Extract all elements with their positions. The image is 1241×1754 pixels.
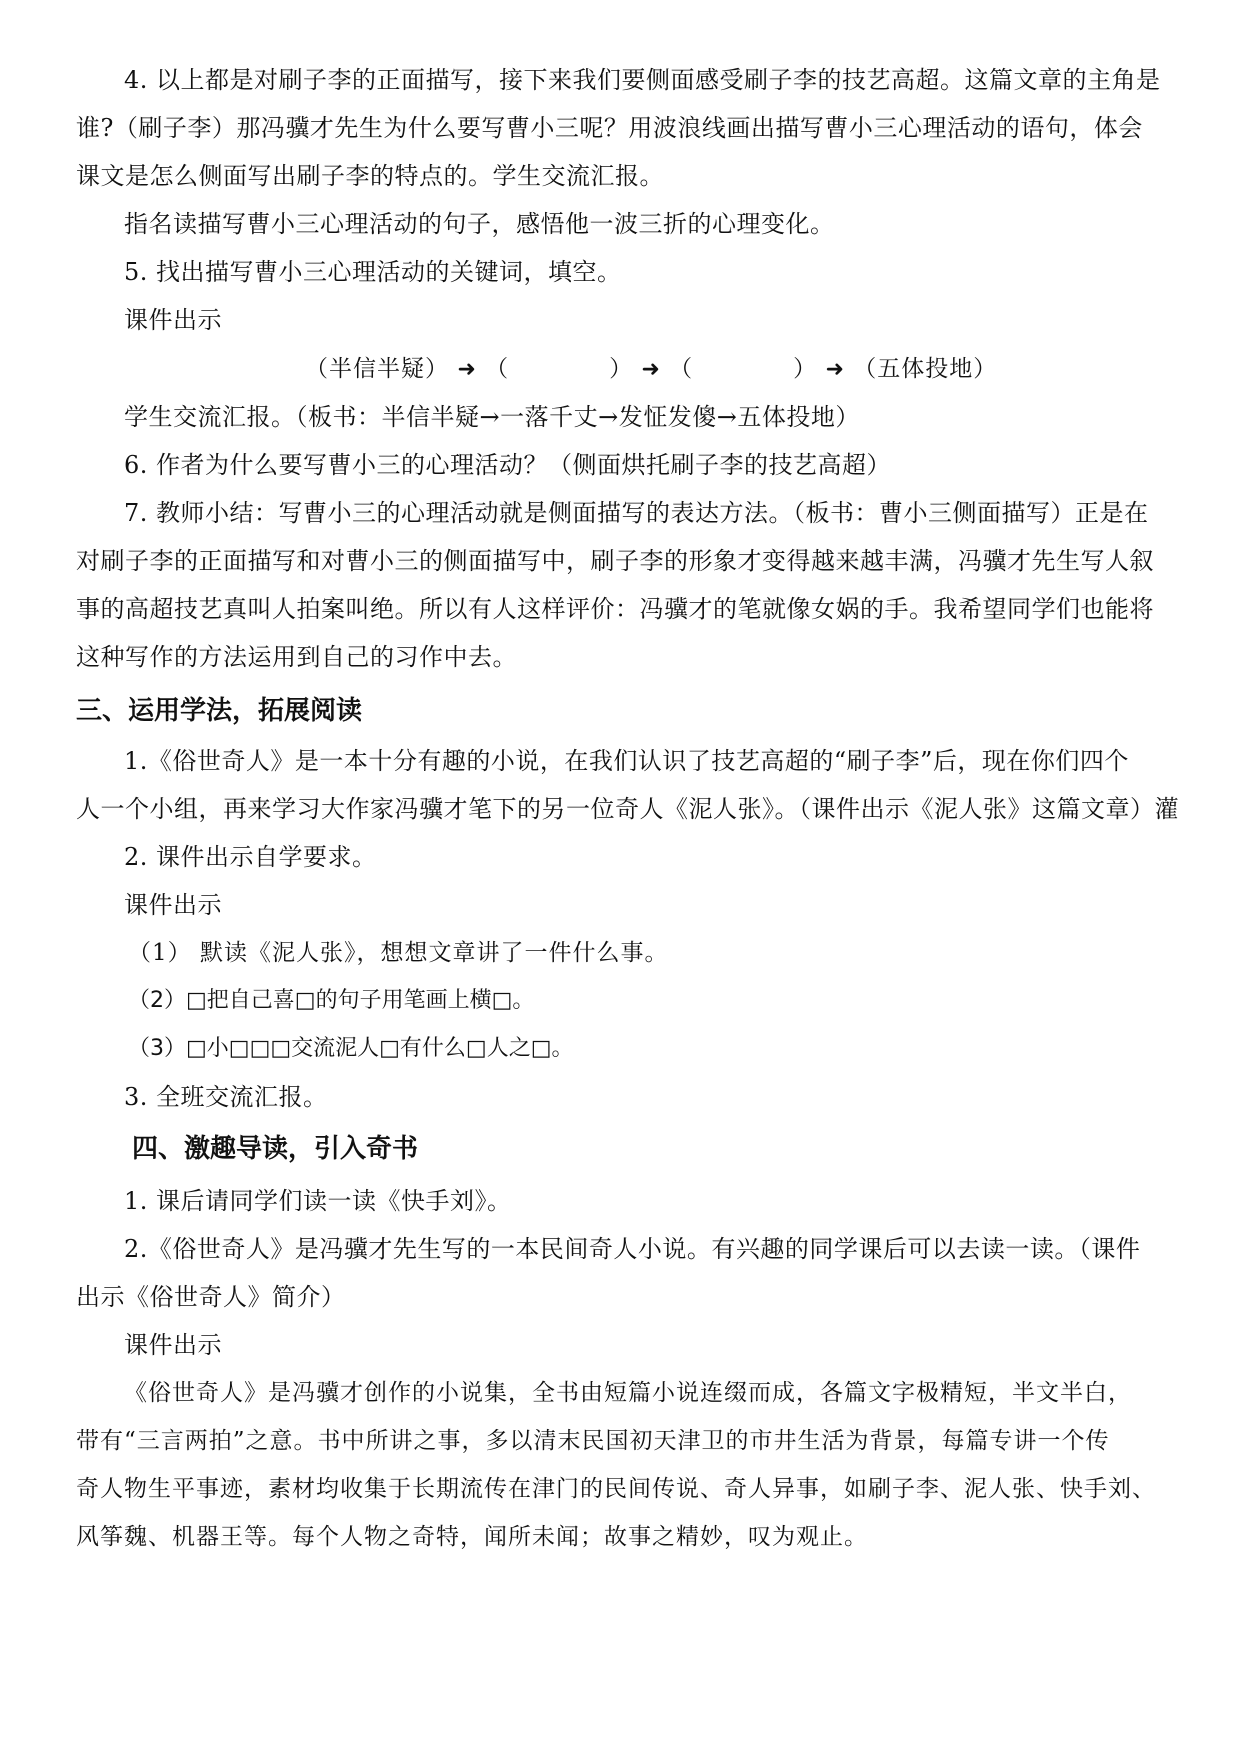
reading-1: 1. 课后请同学们读一读《快手刘》。: [124, 1187, 512, 1215]
blank-2-close: ）: [793, 356, 818, 382]
paragraph-7-line-4: 这种写作的方法运用到自己的习作中去。: [76, 643, 517, 671]
intro-line-3: 奇人物生平事迹，素材均收集于长期流传在津门的民间传说、奇人异事，如刷子李、泥人张、快手刘、: [76, 1476, 1156, 1502]
requirement-1: （1） 默读《泥人张》，想想文章讲了一件什么事。: [128, 940, 669, 966]
section-heading-3: 三、运用学法，拓展阅读: [76, 696, 363, 726]
reading-2-line-2: 出示《俗世奇人》简介）: [76, 1283, 346, 1311]
arrow-icon: ➜: [641, 357, 661, 382]
paragraph-4-line-2: 谁?（刷子李）那冯骥才先生为什么要写曹小三呢？用波浪线画出描写曹小三心理活动的语句，体会: [76, 114, 1143, 142]
reading-2-line-1: 2.《俗世奇人》是冯骥才先生写的一本民间奇人小说。有兴趣的同学课后可以去读一读。（课件: [124, 1235, 1141, 1263]
paragraph-7-line-3: 事的高超技艺真叫人拍案叫绝。所以有人这样评价：冯骥才的笔就像女娲的手。我希望同学们也能将: [76, 595, 1154, 623]
paragraph-5b: 学生交流汇报。（板书：半信半疑→一落千丈→发怔发傻→五体投地）: [124, 403, 860, 431]
paragraph-7-line-2: 对刷子李的正面描写和对曹小三的侧面描写中，刷子李的形象才变得越来越丰满，冯骥才先生写人叙: [76, 547, 1154, 575]
blank-start: （半信半疑）: [305, 356, 449, 382]
arrow-icon: ➜: [457, 357, 477, 382]
courseware-label-1: 课件出示: [124, 306, 222, 334]
arrow-icon: ➜: [825, 357, 845, 382]
paragraph-7-line-1: 7. 教师小结：写曹小三的心理活动就是侧面描写的表达方法。（板书：曹小三侧面描写）正是在: [124, 499, 1149, 527]
paragraph-6: 6. 作者为什么要写曹小三的心理活动？（侧面烘托刷子李的技艺高超）: [124, 451, 892, 479]
question-3: 3. 全班交流汇报。: [124, 1083, 328, 1111]
blank-2-open: （: [669, 356, 694, 382]
requirement-2: （2）□把自己喜□的句子用笔画上横□。: [128, 988, 535, 1013]
requirement-3: （3）□小□□□交流泥人□有什么□人之□。: [128, 1036, 574, 1061]
question-1-line-2: 人一个小组，再来学习大作家冯骥才笔下的另一位奇人《泥人张》。（课件出示《泥人张》这篇文章）灌: [76, 795, 1179, 823]
paragraph-4-line-3: 课文是怎么侧面写出刷子李的特点的。学生交流汇报。: [76, 162, 664, 190]
blank-1-open: （: [485, 356, 510, 382]
paragraph-5: 5. 找出描写曹小三心理活动的关键词，填空。: [124, 258, 622, 286]
section-heading-4: 四、激趣导读，引入奇书: [132, 1134, 419, 1164]
courseware-label-3: 课件出示: [124, 1331, 222, 1359]
courseware-label-2: 课件出示: [124, 891, 222, 919]
blank-end: （五体投地）: [853, 356, 998, 382]
question-1-line-1: 1.《俗世奇人》是一本十分有趣的小说，在我们认识了技艺高超的“刷子李”后，现在你们四个: [124, 747, 1129, 775]
blank-1-close: ）: [609, 356, 634, 382]
paragraph-4b: 指名读描写曹小三心理活动的句子，感悟他一波三折的心理变化。: [124, 210, 835, 238]
question-2: 2. 课件出示自学要求。: [124, 843, 377, 871]
paragraph-4-line-1: 4. 以上都是对刷子李的正面描写，接下来我们要侧面感受刷子李的技艺高超。这篇文章的主角是: [124, 66, 1161, 94]
intro-line-2: 带有“三言两拍”之意。书中所讲之事，多以清末民国初天津卫的市井生活为背景，每篇专讲一个传: [76, 1428, 1110, 1454]
intro-line-1: 《俗世奇人》是冯骥才创作的小说集，全书由短篇小说连缀而成，各篇文字极精短，半文半白，: [124, 1380, 1132, 1406]
fill-in-blank-row: [305, 353, 997, 386]
intro-line-4: 风筝魏、机器王等。每个人物之奇特，闻所未闻；故事之精妙，叹为观止。: [76, 1524, 868, 1550]
